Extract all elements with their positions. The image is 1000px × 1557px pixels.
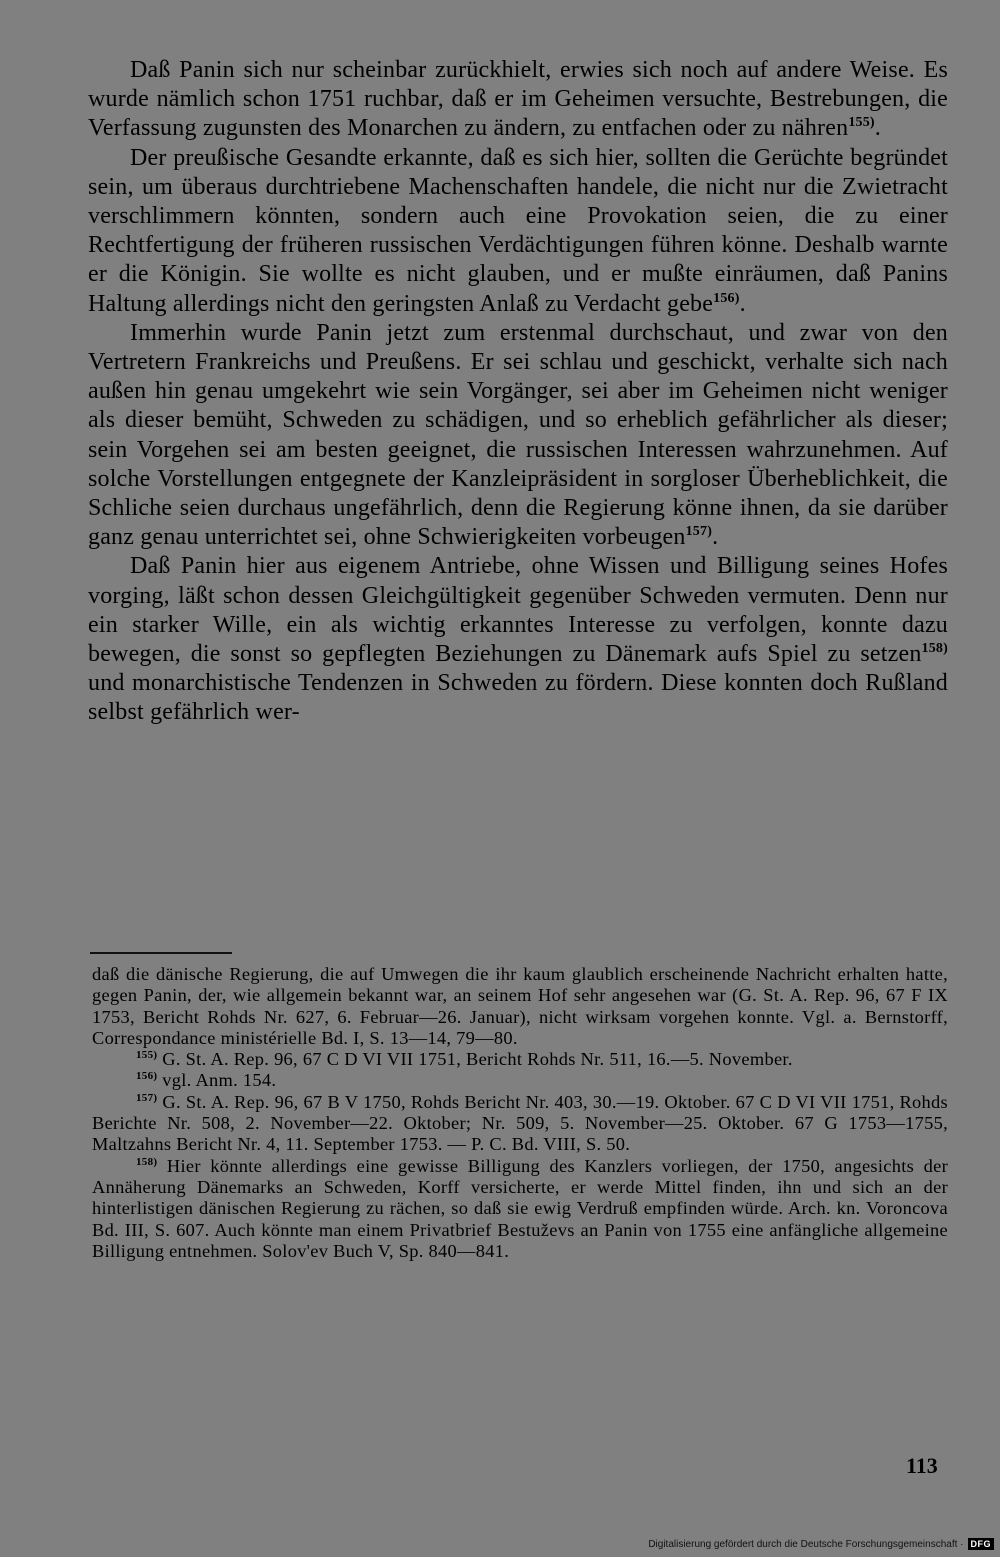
- footnote-ref: 156): [713, 290, 740, 306]
- footnote-ref: 157): [685, 524, 713, 540]
- paragraph: Immerhin wurde Panin jetzt zum erstenmal durchschaut, und zwar von den Vertretern Frankreichs und Preußens. Er sei schlau und geschickt, verhalte sich nach außen hin genau umgekehrt wie sein Vorgänger, sei aber im Geheimen nicht weniger als dieser bemüht, Schweden zu schädigen, und so erheblich gefährlicher als dieser; sein Vorgehen sei am besten geeignet, die russischen Interessen wahrzunehmen. Auf solche Vorstellungen entgegnete der Kanzleipräsident in sorgloser Überheblichkeit, die Schliche seien durchaus ungefährlich, denn die Regierung könne ihnen, da sie darüber ganz genau unterrichtet sei, ohne Schwierigkeiten vorbeugen$^{157)}$.: [88, 319, 948, 551]
- credit-text: Digitalisierung gefördert durch die Deutsche Forschungsgemeinschaft ·: [648, 1538, 964, 1550]
- footnote: $^{155)}$ G. St. A. Rep. 96, 67 C D VI VII 1751, Bericht Rohds Nr. 511, 16.—5. November.: [136, 1049, 793, 1070]
- footnote: $^{156)}$ vgl. Anm. 154.: [136, 1070, 277, 1091]
- footnote-mark: 157): [136, 1091, 158, 1104]
- footnote-mark: 158): [136, 1155, 158, 1168]
- footnote: $^{157)}$ G. St. A. Rep. 96, 67 B V 1750, Rohds Bericht Nr. 403, 30.—19. Oktober. 67 C D VI VII 1751, Rohds Berichte Nr. 508, 2. November—22. Oktober; Nr. 509, 5. November—25. Oktober. 67 G 1753—1755, Maltzahns Bericht Nr. 4, 11. September 1753. — P. C. Bd. VIII, S. 50.: [92, 1091, 948, 1155]
- paragraph: Der preußische Gesandte erkannte, daß es sich hier, sollten die Gerüchte begründet sein, um überaus durchtriebene Machenschaften handele, die nicht nur die Zwietracht verschlimmern könnten, sondern auch eine Provokation seien, die zu einer Rechtfertigung der früheren russischen Verdächtigungen führen könne. Deshalb warnte er die Königin. Sie wollte es nicht glauben, und er mußte einräumen, daß Panins Haltung allerdings nicht den geringsten Anlaß zu Verdacht gebe$^{156)}$.: [88, 144, 948, 317]
- digitization-credit: [648, 1538, 994, 1550]
- footnote-divider: [90, 952, 232, 954]
- footnote: $^{158)}$ Hier könnte allerdings eine gewisse Billigung des Kanzlers vorliegen, der 1750, angesichts der Annäherung Dänemarks an Schweden, Korff versicherte, er werde Mittel finden, ihn und sich an der hinterlistigen dänischen Regierung zu rächen, so daß sie ewig Verdruß empfinden würde. Arch. kn. Voroncova Bd. III, S. 607. Auch könnte man einem Privatbrief Bestuževs an Panin von 1755 eine anfängliche allgemeine Billigung entnehmen. Solov'ev Buch V, Sp. 840—841.: [92, 1155, 948, 1261]
- main-text: [88, 56, 948, 728]
- paragraph: Daß Panin sich nur scheinbar zurückhielt, erwies sich noch auf andere Weise. Es wurde nämlich schon 1751 ruchbar, daß er im Geheimen versuchte, Bestrebungen, die Verfassung zugunsten des Monarchen zu ändern, zu entfachen oder zu nähren$^{155)}$.: [88, 57, 948, 142]
- footnote-mark: 156): [136, 1070, 158, 1083]
- page-number: 113: [906, 1453, 938, 1478]
- footnote-ref: 155): [848, 115, 875, 131]
- paragraph: Daß Panin hier aus eigenem Antriebe, ohne Wissen und Billigung seines Hofes vorging, läßt schon dessen Gleichgültigkeit gegenüber Schweden vermuten. Denn nur ein starker Wille, ein als wichtig erkanntes Interesse zu verfolgen, konnte dazu bewegen, die sonst so gepflegten Beziehungen zu Dänemark aufs Spiel zu setzen$^{158)}$ und monarchistische Tendenzen in Schweden zu fördern. Diese konnten doch Rußland selbst gefährlich wer-: [88, 553, 948, 726]
- dfg-logo: DFG: [968, 1538, 995, 1550]
- footnote-continuation: daß die dänische Regierung, die auf Umwegen die ihr kaum glaublich erscheinende Nachricht erhalten hatte, gegen Panin, der, wie allgemein bekannt war, an seinem Hof sehr angesehen war (G. St. A. Rep. 96, 67 F IX 1753, Bericht Rohds Nr. 627, 6. Februar—26. Januar), nicht wirksam vorgehen konnte. Vgl. a. Bernstorff, Correspondance ministérielle Bd. I, S. 13—14, 79—80.: [92, 964, 948, 1048]
- footnotes: [92, 964, 948, 1262]
- footnote-mark: 155): [136, 1049, 158, 1062]
- footnote-ref: 158): [921, 641, 948, 657]
